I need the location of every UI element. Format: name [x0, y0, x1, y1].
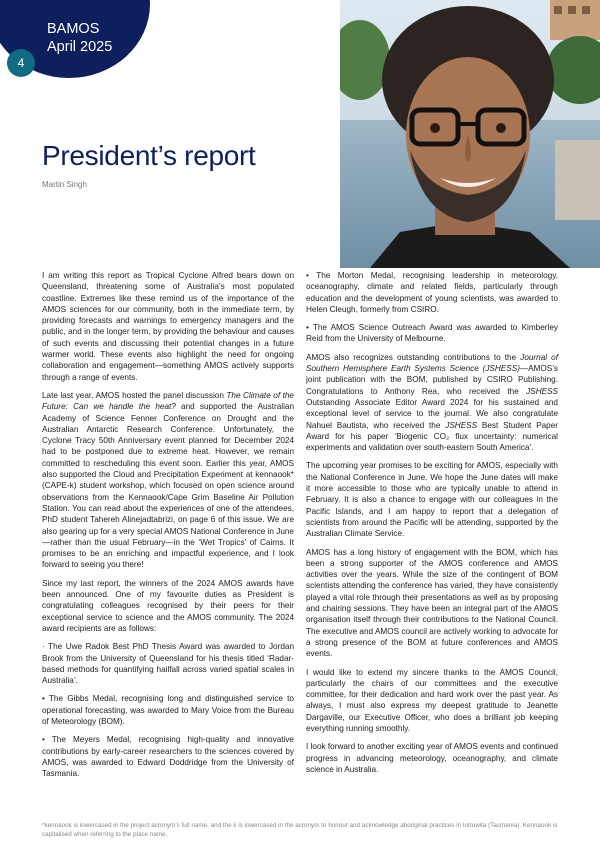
author-name: Martin Singh: [42, 180, 87, 189]
paragraph: Late last year, AMOS hosted the panel discussion The Climate of the Future: Can we handle the heat? and supported the Australian Academy of Science Fenner Conference on Drought and the Australian Antarctic Research Conference. Unfortunately, the Cyclone Tracy 50th Anniversary event planned for December 2024 had to be postponed due to extreme heat. However, we remain committed to rescheduling this event soon. Earlier this year, AMOS also supported the Cloud and Precipitation Experiment at kennaook* (CAPE-k) student workshop, which focused on open science around observations from the Kennaook/Cape Grim Baseline Air Pollution Station. You can read about the experiences of one of the attendees, PhD student Tahereh Alinejadtabrizi, on page 6 of this issue. We are also gearing up for a very special AMOS National Conference in June—rather than the usual February—in the ‘Wet Tropics’ of Cairns. It promises to be an enriching and impactful experience, and I look forward to seeing you there!: [42, 390, 294, 570]
right-column: [306, 270, 558, 782]
footnote: *kennaook is lowercased in the project acronym’s full name, and the k is lowercased in the acronym to honour and acknowledge aboriginal practices in lutruwita (Tasmania). Kennaook is capitalised when referring to the place name.: [42, 822, 558, 838]
paragraph: Since my last report, the winners of the 2024 AMOS awards have been announced. One of my favourite duties as President is congratulating colleagues recognised by their peers for their exceptional service to science and the AMOS community. The 2024 award recipients are as follows:: [42, 578, 294, 633]
issue-date: April 2025: [47, 39, 113, 55]
publication-name: BAMOS: [47, 21, 100, 37]
award-item: • The AMOS Science Outreach Award was awarded to Kimberley Reid from the University of Melbourne.: [306, 323, 558, 344]
paragraph: AMOS has a long history of engagement with the BOM, which has been a strong supporter of the AMOS conference and AMOS activities over the years. While the size of the contingent of BOM scientists attending the conference has varied, they have consistently played a vital role through their presentations as well as by proposing and chairing sessions. They have been an integral part of the AMOS organisation itself through their contributions to the National Council. The executive and AMOS council are actively working to advocate for a strong presence of the BOM at future conferences and AMOS events.: [306, 547, 558, 659]
award-item: • The Meyers Medal, recognising high-quality and innovative contributions by early-career researchers to the sciences covered by AMOS, was awarded to Edward Doddridge from the University of Tasmania.: [42, 735, 294, 779]
award-item: · The Uwe Radok Best PhD Thesis Award was awarded to Jordan Brook from the University of Queensland for his thesis titled ‘Radar-based methods for quantifying hailfall across varied spatial scales in Australia’.: [42, 642, 294, 686]
paragraph: The upcoming year promises to be exciting for AMOS, especially with the National Conference in June. We hope the June dates will make it more accessible to those who are typically unable to attend in February. It is also a chance to engage with our colleagues in the Pacific Islands, and I am happy to report that a delegation of scientists from around the Pacific will be attending, supported by the Australian Climate Service.: [306, 461, 558, 539]
header-text: [47, 20, 112, 56]
left-column: [42, 270, 294, 786]
award-item: • The Gibbs Medal, recognising long and distinguished service to operational forecasting, was awarded to Mary Voice from the Bureau of Meteorology (BOM).: [42, 694, 294, 726]
award-item: • The Morton Medal, recognising leadership in meteorology, oceanography, climate and related fields, particularly through education and the development of young scientists, was awarded to Helen Cleugh, formerly from CSIRO.: [306, 271, 558, 314]
paragraph: AMOS also recognizes outstanding contributions to the Journal of Southern Hemisphere Earth Systems Science (JSHESS)—AMOS’s joint publication with the BOM, published by CSIRO Publishing. Congratulations to Anthony Rea, who received the JSHESS Outstanding Associate Editor Award 2024 for his sustained and exceptional level of service to the journal. We also congratulate Nahuel Bautista, who received the JSHESS Best Student Paper Award for his paper ‘Biogenic CO₂ flux uncertainty: numerical experiments and validation over south-eastern South America’.: [306, 352, 558, 453]
paragraph: I am writing this report as Tropical Cyclone Alfred bears down on Queensland, threatening some of Australia’s most populated coastline. Extremes like these remind us of the importance of the AMOS sciences for our community, both in the immediate term, by providing forecasts and warnings to emergency managers and the public, and in the longer term, by providing the behaviour and causes of such events and discussing their potential changes in a future warmer world. These events also highlight the need for ongoing collaboration and engagement—something AMOS actively supports through a range of events.: [42, 271, 294, 382]
paragraph: I look forward to another exciting year of AMOS events and continued progress in advancing meteorology, oceanography, and climate science in Australia.: [306, 742, 558, 774]
page-number: 4: [7, 49, 35, 77]
page-title: President’s report: [42, 140, 256, 171]
author-photo: [340, 0, 600, 268]
paragraph: I would like to extend my sincere thanks to the AMOS Council, particularly the chairs of our committees and the executive committee, for their dedication and hard work over the past year. As always, I must also express my deepest gratitude to Jeanette Dargaville, our Executive Officer, who does a brilliant job keeping everything running smoothly.: [306, 667, 558, 733]
